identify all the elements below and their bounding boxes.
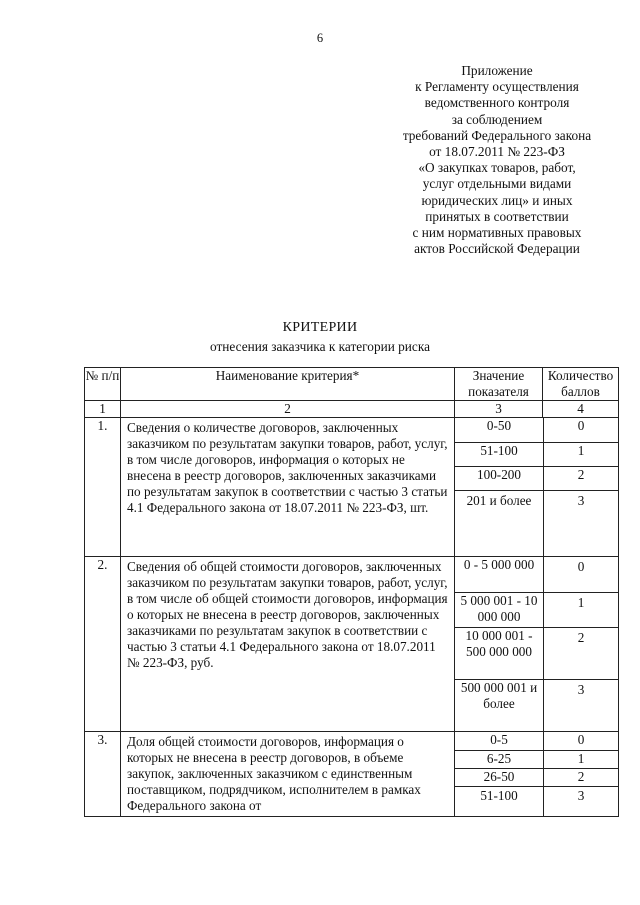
column-number: 4 <box>543 401 619 418</box>
column-number: 2 <box>121 401 455 418</box>
table-header-row <box>85 368 619 401</box>
appendix-line: Приложение <box>461 63 533 78</box>
appendix-line: требований Федерального закона <box>402 127 592 143</box>
appendix-line: юридических лиц» и иных <box>421 192 573 208</box>
points-value: 0 <box>544 732 619 750</box>
points-value: 3 <box>577 492 585 508</box>
appendix-line: к Регламенту осуществления <box>415 79 579 95</box>
table-row <box>85 732 619 817</box>
points-value: 2 <box>544 627 619 679</box>
indicator-value: 100-200 <box>455 466 544 490</box>
criterion-name: Сведения об общей стоимости договоров, заключенных заказчиком по результатам закупки товаров, работ, услуг, в том числе об общей стоимости договоров, информация о которых не внесена в реестр договоров, заключенных заказчиками по результатам закупок в соответствии с частью 3 статьи 4.1 Федерального закона от 18.07.2011 № 223-ФЗ, руб. <box>121 557 455 732</box>
table-row <box>85 418 619 557</box>
criteria-table <box>84 367 619 817</box>
document-subtitle: отнесения заказчика к категории риска <box>210 339 430 354</box>
points-value: 0 <box>544 557 619 592</box>
appendix-line: «О закупках товаров, работ, <box>418 160 576 176</box>
points-value: 1 <box>544 592 619 627</box>
indicator-value: 51-100 <box>455 786 544 816</box>
points-value: 3 <box>577 787 585 803</box>
page-number: 6 <box>316 31 324 45</box>
points-value: 3 <box>577 681 585 697</box>
value-points-cell <box>455 557 619 732</box>
header-points: Количество баллов <box>543 368 619 401</box>
indicator-value: 500 000 001 и более <box>455 679 544 731</box>
table-row <box>85 557 619 732</box>
indicator-value: 6-25 <box>455 750 544 768</box>
indicator-value: 0-50 <box>455 418 544 442</box>
appendix-line: услуг отдельными видами <box>422 176 572 192</box>
indicator-value: 5 000 001 - 10 000 000 <box>455 592 544 627</box>
appendix-line: с ним нормативных правовых <box>412 225 582 241</box>
criterion-name: Сведения о количестве договоров, заключенных заказчиком по результатам закупки товаров, работ, услуг, в том числе договоров, информация о которых не внесена в реестр договоров, заключенных заказчиками по результатам закупок в соответствии с частью 3 статьи 4.1 Федерального закона от 18.07.2011 № 223-ФЗ, шт. <box>121 418 455 557</box>
row-number: 3. <box>85 732 121 817</box>
value-points-table <box>455 418 618 556</box>
row-number: 2. <box>85 557 121 732</box>
row-number: 1. <box>85 418 121 557</box>
appendix-line: принятых в соответствии <box>425 208 569 224</box>
appendix-line: от 18.07.2011 № 223-ФЗ <box>429 144 565 160</box>
indicator-value: 0 - 5 000 000 <box>455 557 544 592</box>
header-name: Наименование критерия* <box>121 368 455 401</box>
points-value: 0 <box>544 418 619 442</box>
appendix-line: ведомственного контроля <box>424 95 570 111</box>
points-value: 2 <box>544 768 619 786</box>
indicator-value: 10 000 001 - 500 000 000 <box>455 627 544 679</box>
indicator-value: 51-100 <box>455 442 544 466</box>
column-number: 3 <box>455 401 543 418</box>
document-title: КРИТЕРИИ <box>282 320 358 335</box>
appendix-line: актов Российской Федерации <box>414 241 580 257</box>
column-number: 1 <box>85 401 121 418</box>
indicator-value: 0-5 <box>455 732 544 750</box>
appendix-line: за соблюдением <box>451 111 543 127</box>
value-points-table <box>455 732 618 816</box>
header-no: № п/п <box>85 368 121 401</box>
header-value: Значение показателя <box>455 368 543 401</box>
value-points-cell <box>455 732 619 817</box>
appendix-block <box>372 63 622 257</box>
criterion-name: Доля общей стоимости договоров, информация о которых не внесена в реестр договоров, в объеме закупок, заключенных заказчиком с единственным поставщиком, подрядчиком, исполнителем в рамках Федерального закона от <box>121 732 455 817</box>
value-points-table <box>455 557 618 731</box>
points-value: 2 <box>544 466 619 490</box>
points-value: 1 <box>544 750 619 768</box>
value-points-cell <box>455 418 619 557</box>
column-number-row <box>85 401 619 418</box>
indicator-value: 201 и более <box>455 490 544 556</box>
points-value: 1 <box>544 442 619 466</box>
indicator-value: 26-50 <box>455 768 544 786</box>
